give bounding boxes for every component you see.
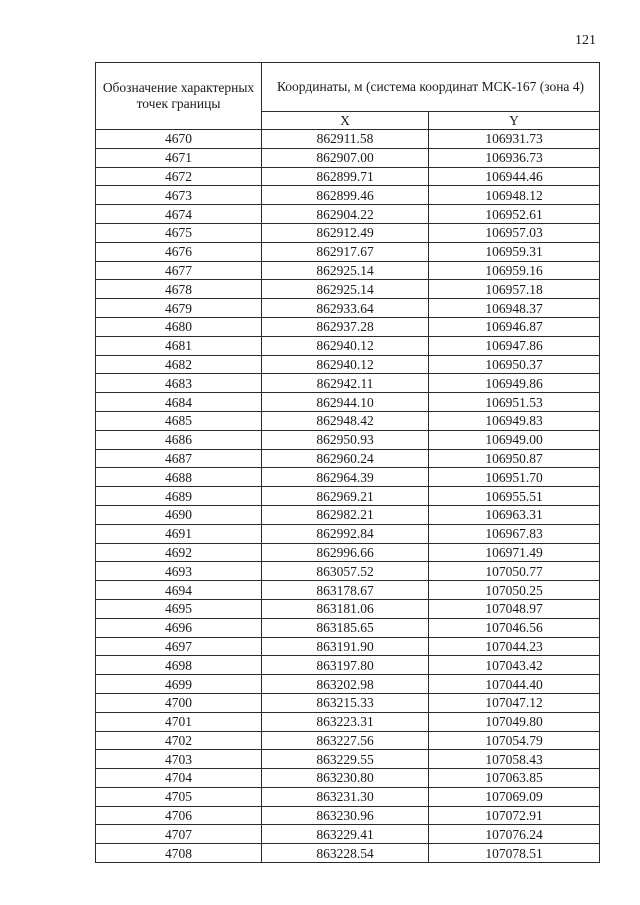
cell-point-name: 4683 xyxy=(96,374,262,393)
cell-point-name: 4702 xyxy=(96,731,262,750)
cell-y: 106936.73 xyxy=(429,148,600,167)
cell-y: 106971.49 xyxy=(429,543,600,562)
table-row xyxy=(96,487,600,506)
cell-point-name: 4701 xyxy=(96,712,262,731)
cell-y: 106944.46 xyxy=(429,167,600,186)
cell-point-name: 4679 xyxy=(96,299,262,318)
table-row xyxy=(96,637,600,656)
cell-x: 863230.80 xyxy=(262,769,429,788)
cell-x: 862917.67 xyxy=(262,242,429,261)
table-row xyxy=(96,731,600,750)
cell-x: 862937.28 xyxy=(262,317,429,336)
cell-x: 862950.93 xyxy=(262,430,429,449)
cell-y: 107063.85 xyxy=(429,769,600,788)
table-header xyxy=(96,63,600,130)
table-row xyxy=(96,167,600,186)
cell-point-name: 4706 xyxy=(96,806,262,825)
cell-y: 107058.43 xyxy=(429,750,600,769)
cell-point-name: 4704 xyxy=(96,769,262,788)
cell-x: 863231.30 xyxy=(262,787,429,806)
cell-point-name: 4708 xyxy=(96,844,262,863)
table-row xyxy=(96,693,600,712)
cell-x: 862933.64 xyxy=(262,299,429,318)
table-row xyxy=(96,750,600,769)
cell-y: 106947.86 xyxy=(429,336,600,355)
cell-x: 863229.55 xyxy=(262,750,429,769)
table-row xyxy=(96,148,600,167)
cell-point-name: 4703 xyxy=(96,750,262,769)
cell-x: 862992.84 xyxy=(262,524,429,543)
table-row xyxy=(96,618,600,637)
cell-y: 107043.42 xyxy=(429,656,600,675)
table-row xyxy=(96,374,600,393)
table-row xyxy=(96,130,600,149)
table-row xyxy=(96,280,600,299)
cell-point-name: 4675 xyxy=(96,223,262,242)
cell-point-name: 4697 xyxy=(96,637,262,656)
page-number: 121 xyxy=(575,33,596,48)
cell-y: 107050.25 xyxy=(429,581,600,600)
table-row xyxy=(96,712,600,731)
cell-x: 862907.00 xyxy=(262,148,429,167)
cell-y: 106963.31 xyxy=(429,505,600,524)
cell-point-name: 4685 xyxy=(96,411,262,430)
cell-point-name: 4682 xyxy=(96,355,262,374)
table-row xyxy=(96,336,600,355)
cell-x: 862904.22 xyxy=(262,205,429,224)
table-row xyxy=(96,581,600,600)
cell-x: 862899.46 xyxy=(262,186,429,205)
cell-x: 863181.06 xyxy=(262,599,429,618)
cell-x: 862944.10 xyxy=(262,393,429,412)
cell-point-name: 4690 xyxy=(96,505,262,524)
cell-y: 107072.91 xyxy=(429,806,600,825)
cell-y: 107076.24 xyxy=(429,825,600,844)
table-row xyxy=(96,242,600,261)
table-body xyxy=(96,130,600,863)
cell-point-name: 4688 xyxy=(96,468,262,487)
table-row xyxy=(96,317,600,336)
cell-y: 106952.61 xyxy=(429,205,600,224)
cell-x: 862925.14 xyxy=(262,261,429,280)
cell-y: 106951.70 xyxy=(429,468,600,487)
table-row xyxy=(96,411,600,430)
cell-x: 863057.52 xyxy=(262,562,429,581)
cell-point-name: 4686 xyxy=(96,430,262,449)
table-row xyxy=(96,261,600,280)
table-row xyxy=(96,299,600,318)
cell-point-name: 4678 xyxy=(96,280,262,299)
cell-x: 863215.33 xyxy=(262,693,429,712)
cell-x: 863223.31 xyxy=(262,712,429,731)
cell-x: 862942.11 xyxy=(262,374,429,393)
table-row xyxy=(96,505,600,524)
cell-y: 106957.03 xyxy=(429,223,600,242)
table-row xyxy=(96,656,600,675)
table-row xyxy=(96,825,600,844)
cell-x: 862960.24 xyxy=(262,449,429,468)
cell-y: 106959.31 xyxy=(429,242,600,261)
cell-y: 106949.00 xyxy=(429,430,600,449)
cell-x: 862969.21 xyxy=(262,487,429,506)
table-row xyxy=(96,393,600,412)
cell-y: 106948.12 xyxy=(429,186,600,205)
cell-point-name: 4673 xyxy=(96,186,262,205)
table-row xyxy=(96,543,600,562)
cell-point-name: 4705 xyxy=(96,787,262,806)
cell-x: 863197.80 xyxy=(262,656,429,675)
cell-y: 107046.56 xyxy=(429,618,600,637)
cell-point-name: 4692 xyxy=(96,543,262,562)
cell-point-name: 4695 xyxy=(96,599,262,618)
cell-y: 106950.37 xyxy=(429,355,600,374)
table-row xyxy=(96,186,600,205)
cell-x: 862948.42 xyxy=(262,411,429,430)
cell-y: 106957.18 xyxy=(429,280,600,299)
cell-point-name: 4676 xyxy=(96,242,262,261)
cell-y: 107054.79 xyxy=(429,731,600,750)
table-row xyxy=(96,223,600,242)
cell-y: 106950.87 xyxy=(429,449,600,468)
cell-point-name: 4693 xyxy=(96,562,262,581)
header-coordinates: Координаты, м (система координат МСК-167 (зона 4) xyxy=(262,63,600,112)
header-x: X xyxy=(262,112,429,130)
cell-x: 863228.54 xyxy=(262,844,429,863)
cell-point-name: 4687 xyxy=(96,449,262,468)
cell-y: 106967.83 xyxy=(429,524,600,543)
cell-point-name: 4698 xyxy=(96,656,262,675)
table-row xyxy=(96,524,600,543)
cell-point-name: 4680 xyxy=(96,317,262,336)
cell-x: 863185.65 xyxy=(262,618,429,637)
cell-y: 106946.87 xyxy=(429,317,600,336)
cell-point-name: 4699 xyxy=(96,675,262,694)
cell-x: 863227.56 xyxy=(262,731,429,750)
table-row xyxy=(96,769,600,788)
cell-point-name: 4670 xyxy=(96,130,262,149)
coordinates-table xyxy=(95,62,600,863)
cell-point-name: 4707 xyxy=(96,825,262,844)
cell-x: 862940.12 xyxy=(262,355,429,374)
cell-point-name: 4671 xyxy=(96,148,262,167)
table-row xyxy=(96,430,600,449)
cell-x: 862982.21 xyxy=(262,505,429,524)
cell-x: 863191.90 xyxy=(262,637,429,656)
table-row xyxy=(96,599,600,618)
cell-point-name: 4677 xyxy=(96,261,262,280)
cell-x: 862940.12 xyxy=(262,336,429,355)
table-row xyxy=(96,355,600,374)
cell-y: 107049.80 xyxy=(429,712,600,731)
cell-x: 862964.39 xyxy=(262,468,429,487)
table-row xyxy=(96,844,600,863)
cell-x: 862925.14 xyxy=(262,280,429,299)
cell-point-name: 4691 xyxy=(96,524,262,543)
cell-x: 863178.67 xyxy=(262,581,429,600)
table-row xyxy=(96,787,600,806)
cell-x: 862911.58 xyxy=(262,130,429,149)
cell-y: 106949.86 xyxy=(429,374,600,393)
cell-point-name: 4700 xyxy=(96,693,262,712)
cell-y: 107047.12 xyxy=(429,693,600,712)
table-row xyxy=(96,449,600,468)
cell-point-name: 4674 xyxy=(96,205,262,224)
cell-x: 863229.41 xyxy=(262,825,429,844)
cell-point-name: 4696 xyxy=(96,618,262,637)
header-y: Y xyxy=(429,112,600,130)
cell-y: 107050.77 xyxy=(429,562,600,581)
cell-x: 862899.71 xyxy=(262,167,429,186)
cell-y: 106931.73 xyxy=(429,130,600,149)
cell-y: 106948.37 xyxy=(429,299,600,318)
table-row xyxy=(96,675,600,694)
table-row xyxy=(96,562,600,581)
cell-y: 107069.09 xyxy=(429,787,600,806)
cell-y: 107078.51 xyxy=(429,844,600,863)
cell-y: 107044.23 xyxy=(429,637,600,656)
cell-point-name: 4681 xyxy=(96,336,262,355)
cell-point-name: 4672 xyxy=(96,167,262,186)
cell-y: 106955.51 xyxy=(429,487,600,506)
cell-x: 863230.96 xyxy=(262,806,429,825)
header-point-name: Обозначение характерных точек границы xyxy=(96,63,262,130)
cell-point-name: 4694 xyxy=(96,581,262,600)
cell-y: 106949.83 xyxy=(429,411,600,430)
table-row xyxy=(96,205,600,224)
cell-y: 107048.97 xyxy=(429,599,600,618)
cell-x: 863202.98 xyxy=(262,675,429,694)
cell-point-name: 4684 xyxy=(96,393,262,412)
cell-y: 106959.16 xyxy=(429,261,600,280)
cell-x: 862996.66 xyxy=(262,543,429,562)
table-row xyxy=(96,468,600,487)
cell-x: 862912.49 xyxy=(262,223,429,242)
cell-point-name: 4689 xyxy=(96,487,262,506)
cell-y: 107044.40 xyxy=(429,675,600,694)
table-row xyxy=(96,806,600,825)
cell-y: 106951.53 xyxy=(429,393,600,412)
